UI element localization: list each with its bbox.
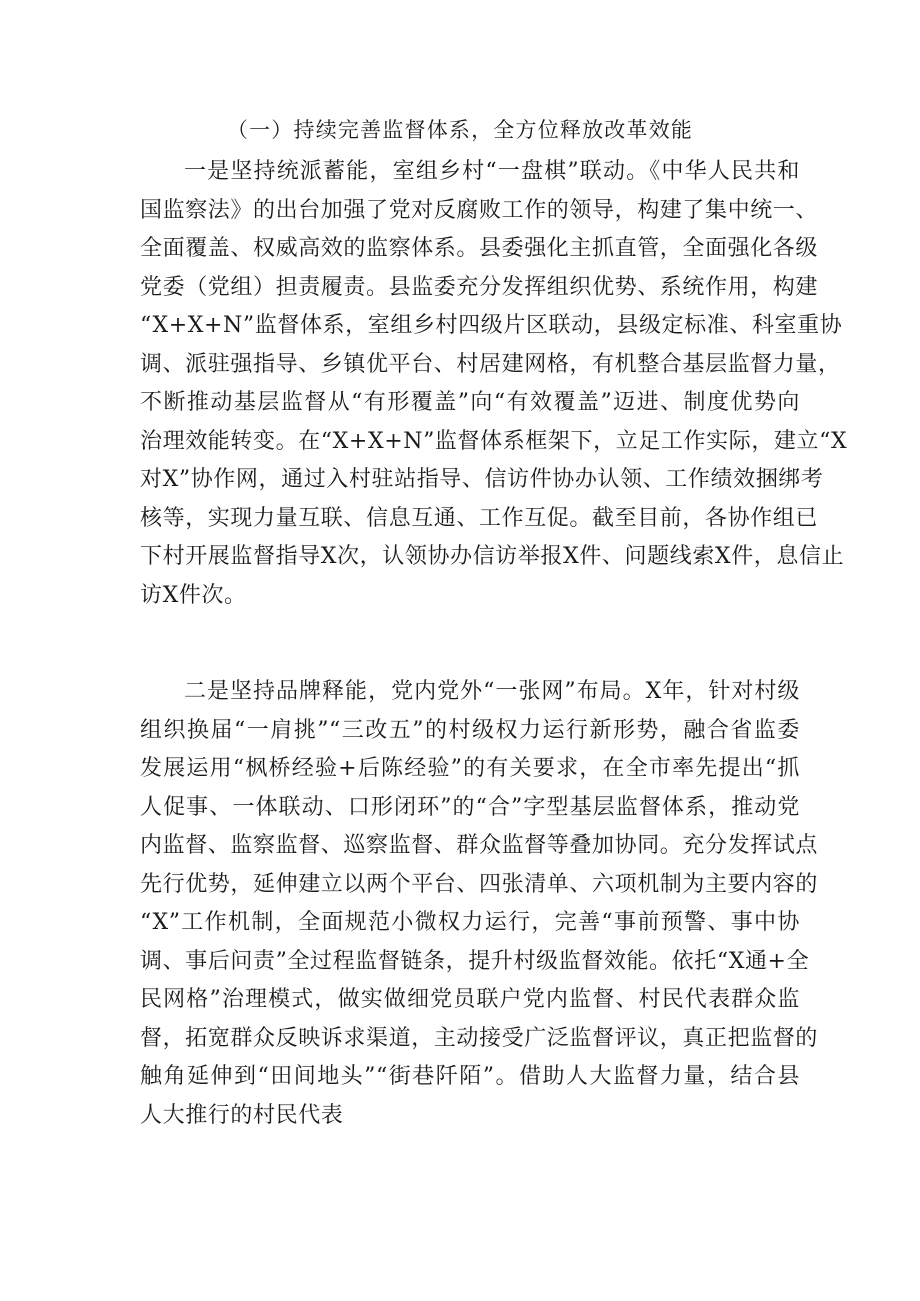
paragraph-line: 治理效能转变。在“X+X+N”监督体系框架下，立足工作实际，建立“X (140, 428, 848, 454)
paragraph-line: 对X”协作网，通过入村驻站指导、信访件协办认领、工作绩效捆绑考 (140, 467, 824, 492)
paragraph-line: 发展运用“枫桥经验+后陈经验”的有关要求，在全市率先提出“抓 (140, 756, 800, 781)
paragraph-line: 人促事、一体联动、口形闭环”的“合”字型基层监督体系，推动党 (140, 794, 800, 820)
paragraph-line: 调、事后问责”全过程监督链条，提升村级监督效能。依托“X通+全 (140, 948, 810, 974)
paragraph-1 (140, 153, 848, 615)
paragraph-line: 访X件次。 (140, 582, 247, 608)
paragraph-line: 一是坚持统派蓄能，室组乡村“一盘棋”联动。《中华人民共和 (184, 159, 800, 184)
paragraph-line: 内监督、监察监督、巡察监督、群众监督等叠加协同。充分发挥试点 (140, 833, 819, 858)
paragraph-line: 全面覆盖、权威高效的监察体系。县委强化主抓直管，全面强化各级 (140, 236, 819, 261)
paragraph-line: 组织换届“一肩挑”“三改五”的村级权力运行新形势，融合省监委 (140, 717, 800, 743)
paragraph-line: 党委（党组）担责履责。县监委充分发挥组织优势、系统作用，构建 (140, 274, 819, 300)
paragraph-line: 先行优势，延伸建立以两个平台、四张清单、六项机制为主要内容的 (140, 871, 819, 897)
paragraph-line: 下村开展监督指导X次，认领协办信访举报X件、问题线索X件，息信止 (140, 544, 845, 569)
paragraph-line: “X”工作机制，全面规范小微权力运行，完善“事前预警、事中协 (140, 910, 800, 935)
section-heading: （一）持续完善监督体系，全方位释放改革效能 (226, 118, 694, 142)
paragraph-line: 调、派驻强指导、乡镇优平台、村居建网格，有机整合基层监督力量， (140, 351, 841, 377)
paragraph-line: “X+X+N”监督体系，室组乡村四级片区联动，县级定标准、科室重协 (140, 313, 843, 338)
paragraph-line: 督，拓宽群众反映诉求渠道，主动接受广泛监督评议，真正把监督的 (140, 1025, 819, 1051)
paragraph-line: 核等，实现力量互联、信息互通、工作互促。截至目前，各协作组已 (140, 505, 819, 531)
paragraph-line: 民网格”治理模式，做实做细党员联户党内监督、村民代表群众监 (140, 987, 800, 1012)
paragraph-2 (140, 673, 819, 1135)
paragraph-line: 人大推行的村民代表 (140, 1102, 344, 1128)
paragraph-line: 国监察法》的出台加强了党对反腐败工作的领导，构建了集中统一、 (140, 197, 819, 223)
paragraph-line: 不断推动基层监督从“有形覆盖”向“有效覆盖”迈进、制度优势向 (140, 390, 800, 415)
paragraph-line: 触角延伸到“田间地头”“街巷阡陌”。借助人大监督力量，结合县 (140, 1064, 800, 1089)
paragraph-line: 二是坚持品牌释能，党内党外“一张网”布局。X年，针对村级 (184, 679, 800, 704)
